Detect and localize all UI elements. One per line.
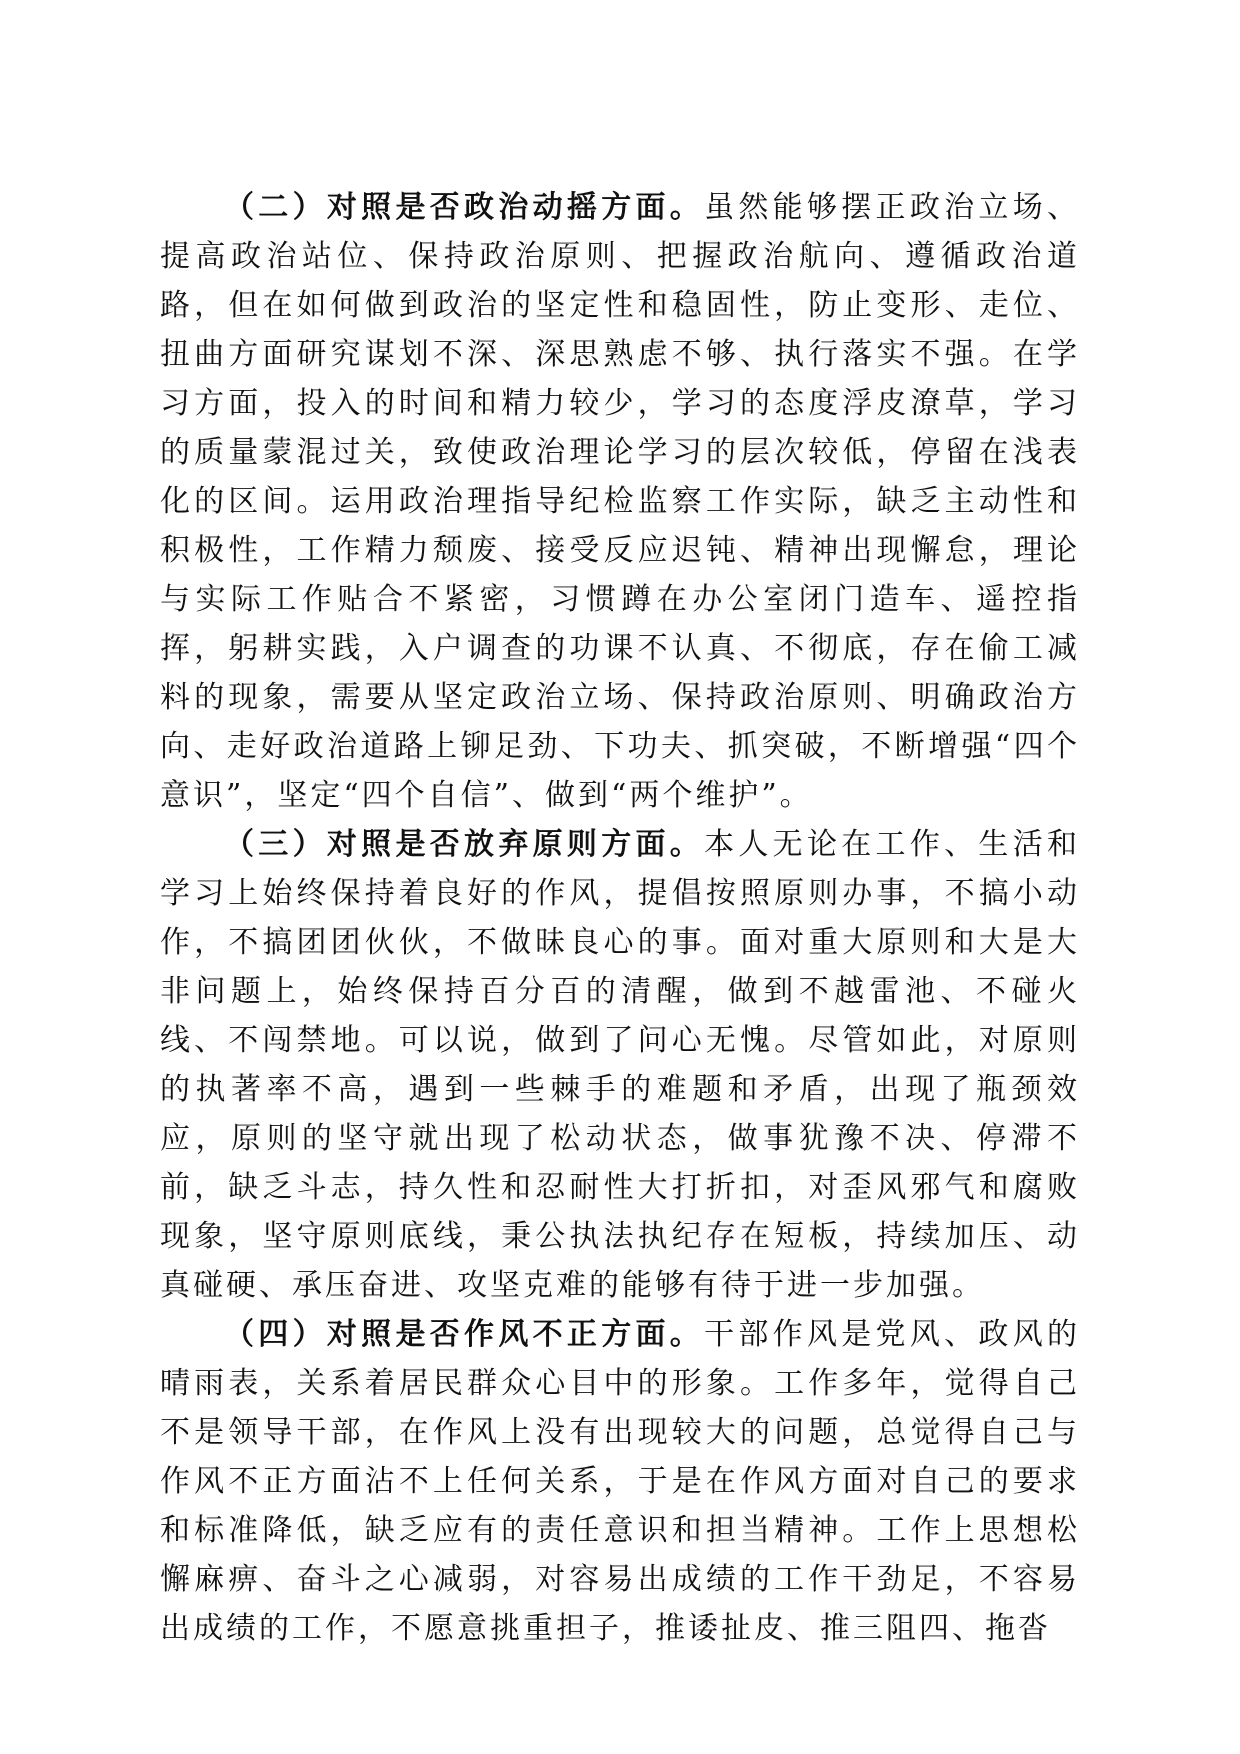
section-body: 本人无论在工作、生活和学习上始终保持着良好的作风，提倡按照原则办事，不搞小动作，不搞团团伙伙，不做昧良心的事。面对重大原则和大是大非问题上，始终保持百分百的清醒，做到不越雷池、不碰火线、不闯禁地。可以说，做到了问心无愧。尽管如此，对原则的执著率不高，遇到一些棘手的难题和矛盾，出现了瓶颈效应，原则的坚守就出现了松动状态，做事犹豫不决、停滞不前，缺乏斗志，持久性和忍耐性大打折扣，对歪风邪气和腐败现象，坚守原则底线，秉公执法执纪存在短板，持续加压、动真碰硬、承压奋进、攻坚克难的能够有待于进一步加强。 (160, 827, 1081, 1303)
section-body: 干部作风是党风、政风的晴雨表，关系着居民群众心目中的形象。工作多年，觉得自己不是领导干部，在作风上没有出现较大的问题，总觉得自己与作风不正方面沾不上任何关系，于是在作风方面对自己的要求和标准降低，缺乏应有的责任意识和担当精神。工作上思想松懈麻痹、奋斗之心减弱，对容易出成绩的工作干劲足，不容易出成绩的工作，不愿意挑重担子，推诿扯皮、推三阻四、拖沓 (160, 1317, 1081, 1646)
section-abandon-principle (160, 820, 1080, 1310)
section-heading: （二）对照是否政治动摇方面。 (224, 190, 705, 225)
section-improper-style (160, 1310, 1080, 1653)
document-page (160, 183, 1080, 1653)
section-heading: （三）对照是否放弃原则方面。 (224, 827, 705, 862)
section-body: 虽然能够摆正政治立场、提高政治站位、保持政治原则、把握政治航向、遵循政治道路，但在如何做到政治的坚定性和稳固性，防止变形、走位、扭曲方面研究谋划不深、深思熟虑不够、执行落实不强。在学习方面，投入的时间和精力较少，学习的态度浮皮潦草，学习的质量蒙混过关，致使政治理论学习的层次较低，停留在浅表化的区间。运用政治理指导纪检监察工作实际，缺乏主动性和积极性，工作精力颓废、接受反应迟钝、精神出现懈怠，理论与实际工作贴合不紧密，习惯蹲在办公室闭门造车、遥控指挥，躬耕实践，入户调查的功课不认真、不彻底，存在偷工减料的现象，需要从坚定政治立场、保持政治原则、明确政治方向、走好政治道路上铆足劲、下功夫、抓突破，不断增强“四个意识”，坚定“四个自信”、做到“两个维护”。 (160, 190, 1081, 813)
section-political-wavering (160, 183, 1080, 820)
section-heading: （四）对照是否作风不正方面。 (224, 1317, 705, 1352)
